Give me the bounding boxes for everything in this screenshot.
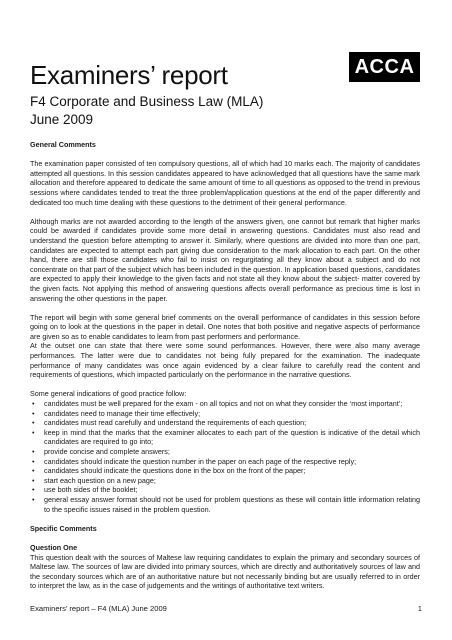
list-intro: Some general indications of good practice follow: [30, 389, 187, 399]
report-title: Examiners’ report [30, 60, 228, 90]
footer-text: Examiners’ report – F4 (MLA) June 2009 [30, 604, 167, 613]
specific-comments-heading: Specific Comments [30, 523, 97, 533]
list-item: • start each question on a new page; [30, 476, 420, 486]
list-item: • candidates should indicate the question number in the paper on each page of the respective reply; [30, 457, 420, 467]
acca-logo: ACCA [349, 52, 420, 82]
list-item: • candidates need to manage their time effectively; [30, 409, 420, 419]
page-number: 1 [417, 604, 422, 613]
list-item: • provide concise and complete answers; [30, 447, 420, 457]
session-date: June 2009 [30, 112, 94, 127]
paragraph: At the outset one can state that there were some sound performances. However, there were also many average performances. The latter were due to candidates not being fully prepared for the examination. The inadequate performance of many candidates was once again evidenced by a clear failure to carefully read the content and requirements of questions, which impacted particularly on the performance in the narrative questions. [30, 341, 420, 380]
paper-subtitle: F4 Corporate and Business Law (MLA) [30, 94, 264, 109]
paragraph: This question dealt with the sources of Maltese law requiring candidates to explain the primary and secondary sources of Maltese law. The sources of law are divided into primary sources, which are directly and authoritatively sources of law and the secondary sources which are of an authoritative nature but not necessarily binding but are usually referred to in order to interpret the law, as in the case of judgements and the writings of authoritative text writers. [30, 552, 420, 591]
page-footer [30, 604, 422, 613]
list-item: • general essay answer format should not be used for problem questions as these will contain little information relating to the specific issues raised in the problem question. [30, 495, 420, 514]
list-item: • use both sides of the booklet; [30, 485, 420, 495]
general-comments-heading: General Comments [30, 140, 96, 149]
good-practice-list [30, 399, 420, 514]
report-body [30, 140, 420, 591]
question-one-heading: Question One [30, 542, 78, 552]
list-item: • candidates should indicate the questions done in the box on the front of the paper; [30, 466, 420, 476]
list-item: • candidates must be well prepared for the exam - on all topics and not on what they consider the ‘most important’; [30, 399, 420, 409]
paragraph: The report will begin with some general brief comments on the overall performance of candidates in this session before going on to look at the questions in the paper in detail. One notes that both positive and negative aspects of performance are given so as to enable candidates to learn from past performers and performance. [30, 312, 420, 341]
paragraph: The examination paper consisted of ten compulsory questions, all of which had 10 marks each. The majority of candidates attempted all questions. In this session candidates appeared to have acknowledged that all questions have the same mark allocation and therefore appeared to dedicate the same amount of time to all questions as opposed to the trend in previous sessions where candidates tended to treat the three problem/application questions at the end of the paper differently and dedicated too much time dealing with these questions to the detriment of their general performance. [30, 159, 420, 207]
list-item: • candidates must read carefully and understand the requirements of each question; [30, 418, 420, 428]
list-item: • keep in mind that the marks that the examiner allocates to each part of the question is indicative of the detail which candidates are required to go into; [30, 428, 420, 447]
paragraph: Although marks are not awarded according to the length of the answers given, one cannot but remark that higher marks could be awarded if candidates provide some more detail in answering questions. Candidates must also read and understand the question before attempting to answer it. Similarly, where questions are divided into more than one part, candidates are expected to attempt each part giving due consideration to the mark allocation to each part. On the other hand, there are still those candidates who fail to insist on regurgitating all they know about a subject and do not concentrate on that part of the subject which has been included in the question. In application based questions, candidates are expected to apply their knowledge to the given facts and not state all they know about the subject- matter covered by the given facts. Not applying this method of answering questions affects overall performance as precious time is lost in answering the other questions in the paper. [30, 216, 420, 303]
